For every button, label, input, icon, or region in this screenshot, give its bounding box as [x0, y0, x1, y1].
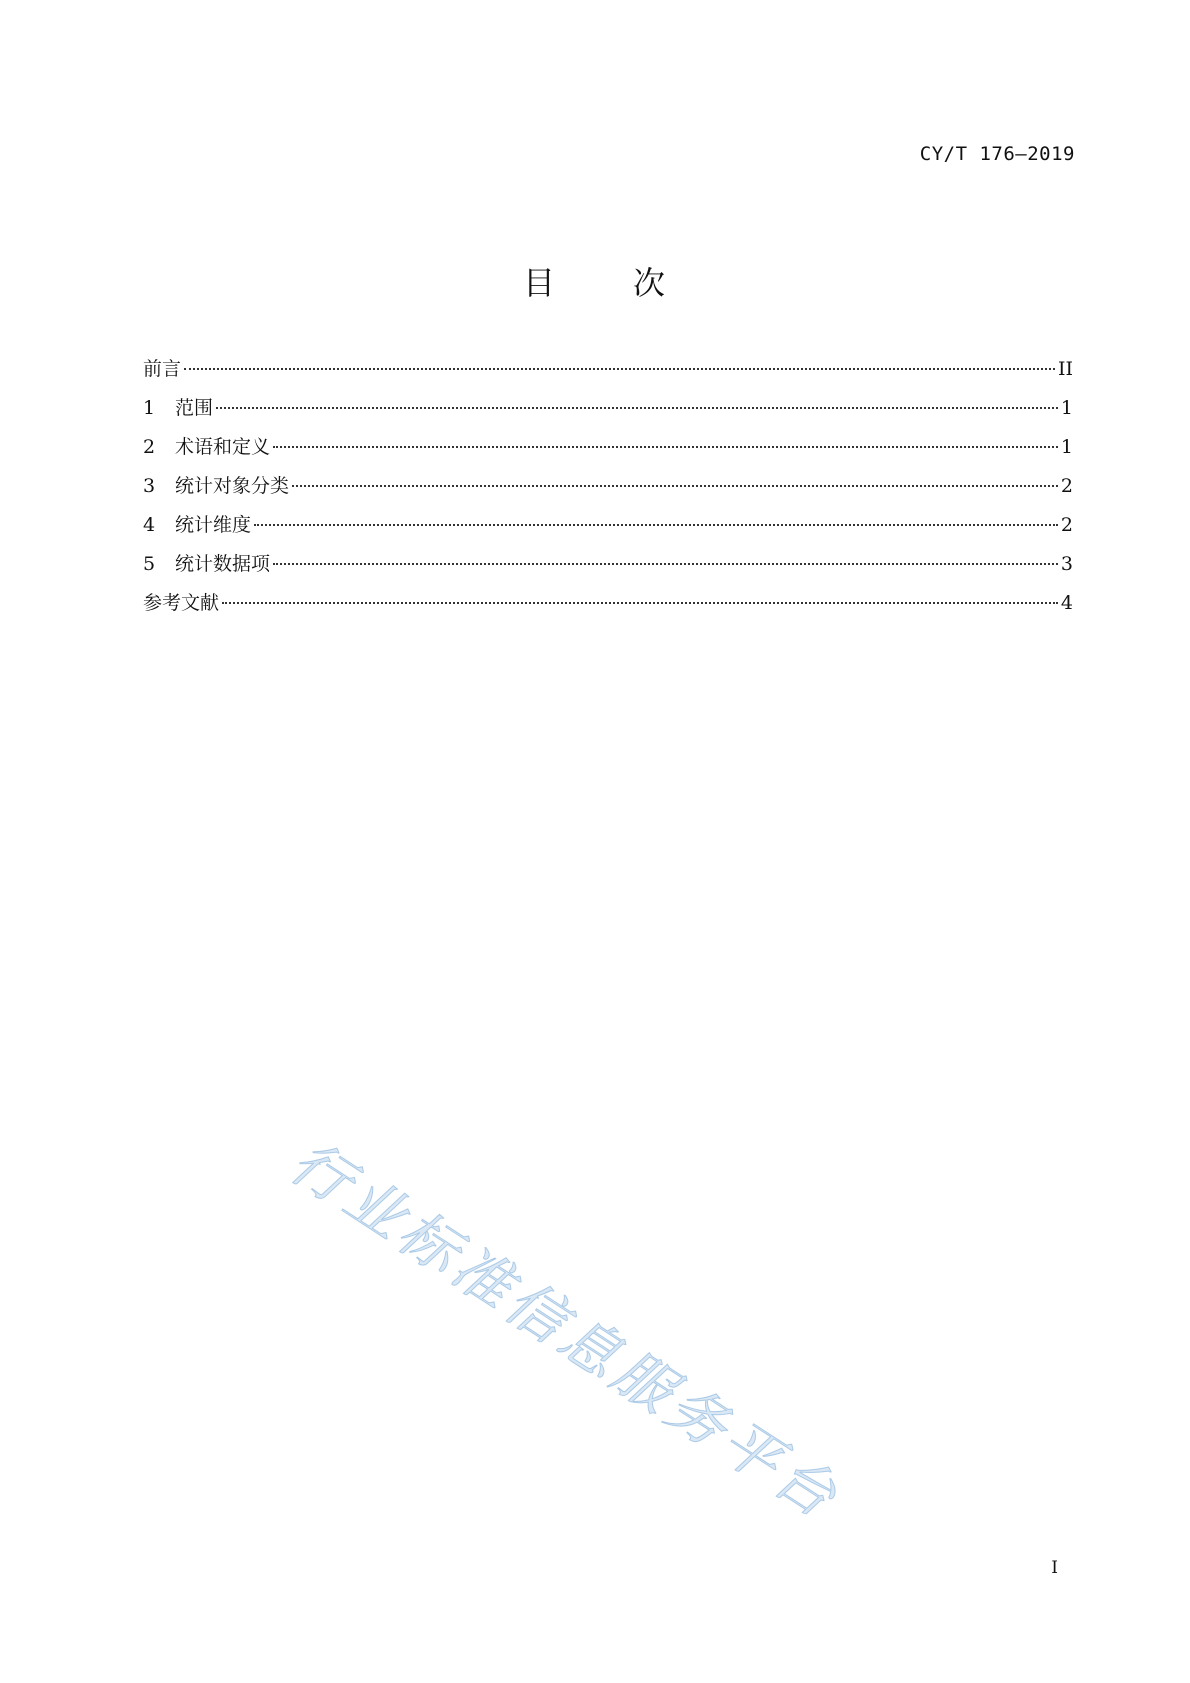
toc-leader-dots: [273, 446, 1058, 448]
toc-entry-page: 4: [1060, 592, 1073, 614]
toc-entry-number: 5: [143, 553, 156, 575]
toc-leader-dots: [216, 407, 1058, 409]
toc-entry-classification[interactable]: [143, 474, 1073, 513]
toc-entry-label: 统计数据项: [175, 553, 271, 575]
toc-entry-number: 4: [143, 514, 156, 536]
toc-entry-label: 统计维度: [175, 514, 252, 536]
toc-title-left: 目: [522, 264, 557, 302]
toc-title-right: 次: [633, 264, 668, 302]
toc-entry-label: 术语和定义: [175, 436, 271, 458]
toc-leader-dots: [292, 485, 1058, 487]
toc-entry-page: 2: [1060, 475, 1073, 497]
standard-code: CY/T 176—2019: [919, 143, 1075, 165]
toc-entry-page: 2: [1060, 514, 1073, 536]
page-number: I: [1051, 1558, 1058, 1578]
toc-entry-page: 1: [1060, 397, 1073, 419]
toc-entry-page: 1: [1060, 436, 1073, 458]
table-of-contents: [143, 357, 1073, 630]
toc-entry-label: 统计对象分类: [175, 475, 290, 497]
toc-entry-page: II: [1057, 358, 1073, 380]
toc-entry-data-items[interactable]: [143, 552, 1073, 591]
toc-entry-label: 前言: [143, 358, 182, 380]
toc-entry-references[interactable]: [143, 591, 1073, 630]
toc-entry-terms[interactable]: [143, 435, 1073, 474]
watermark: 行业标准信息服务平台: [278, 1127, 853, 1534]
toc-entry-dimensions[interactable]: [143, 513, 1073, 552]
toc-entry-label: 范围: [175, 397, 214, 419]
toc-entry-number: 1: [143, 397, 156, 419]
toc-leader-dots: [273, 563, 1058, 565]
toc-leader-dots: [254, 524, 1058, 526]
toc-entry-label: 参考文献: [143, 592, 220, 614]
toc-entry-page: 3: [1060, 553, 1073, 575]
toc-entry-number: 2: [143, 436, 156, 458]
toc-title: [0, 258, 1190, 304]
toc-entry-number: 3: [143, 475, 156, 497]
toc-leader-dots: [222, 602, 1058, 604]
toc-entry-foreword[interactable]: [143, 357, 1073, 396]
toc-entry-scope[interactable]: [143, 396, 1073, 435]
toc-leader-dots: [184, 368, 1055, 370]
